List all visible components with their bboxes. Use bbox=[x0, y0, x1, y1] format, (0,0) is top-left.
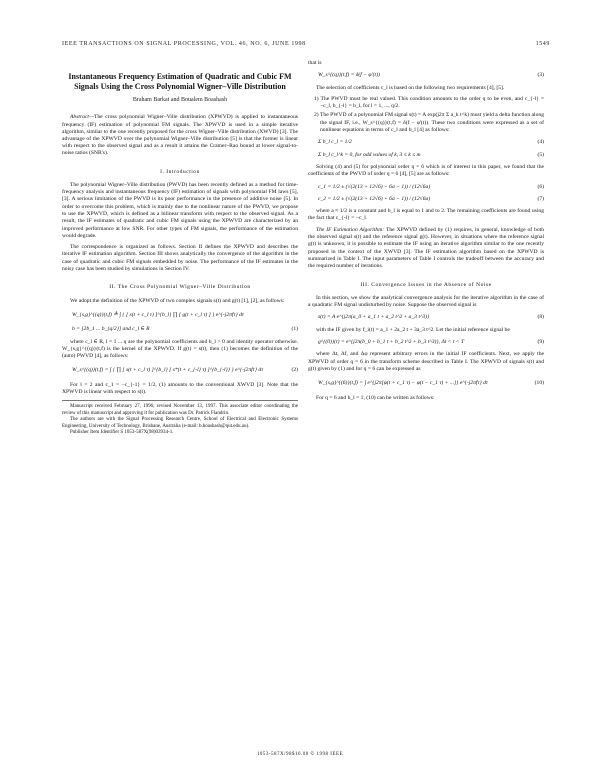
running-header bbox=[62, 41, 550, 47]
page-number: 1549 bbox=[535, 41, 550, 47]
abstract bbox=[62, 114, 298, 157]
equation-10 bbox=[308, 380, 544, 387]
section-heading-introduction: I. Introduction bbox=[160, 168, 200, 175]
equation-6 bbox=[308, 184, 544, 191]
copyright-footer: 1053-587X/98$10.00 © 1998 IEEE bbox=[256, 752, 344, 757]
equation-3-text: W_s^{(q)}(t,f) = δ(f − φ'(t)) bbox=[318, 72, 380, 79]
right-intro: that is bbox=[308, 60, 322, 66]
section-heading-convergence: III. Convergence Issues in the Absence of Noise bbox=[360, 281, 492, 288]
equation-8-number: (8) bbox=[537, 314, 544, 321]
equation-1-number: (1) bbox=[291, 326, 298, 333]
xpwvd-paragraph-1: We adopt the definition of the XPWVD of two complex signals s(t) and g(t) [1], [2], as follows: bbox=[70, 297, 285, 304]
equation-2-text: W_s^{(q)}(t,f) = ∫ { ∏ [ s(t + c_l τ) ]^{b_l} [ s*(t + c_{-l} τ) ]^{b_{-l}} } e^{-j2πfτ} dτ bbox=[72, 367, 264, 374]
xpwvd-paragraph-2: where c_l ∈ R, l = 1 ... q are the polynomial coefficients and b_l > 0 and identity operator otherwise. W_{s,g}^{(q)}(t,f) is the kernel of the XPWVD. If g(t) = s(t), then (1) becomes the definition of the (auto) PWVD [4], as follows: bbox=[62, 338, 298, 360]
abstract-label: Abstract— bbox=[70, 114, 94, 121]
equation-6-number: (6) bbox=[537, 183, 544, 190]
solving-paragraph: Solving (4) and (5) for polynomial order q = 6 which is of interest in this paper, we found that the coefficients of the PWVD of order q = 6 [4], [5] are as follows: bbox=[308, 163, 544, 178]
constant-paragraph: where a ≈ 1/2 is a constant and b_l is equal to 1 and to 2. The remaining coefficients are found using the fact that c_{-l} = −c_l. bbox=[308, 208, 544, 222]
equation-8 bbox=[308, 314, 544, 321]
convergence-paragraph-2: with the IF given by f_i(t) = a_1 + 2a_2 t + 3a_3 t^2. Let the initial reference signal be bbox=[316, 326, 510, 333]
equation-5-text: Σ b_l c_l^k = 0, for odd values of k, 3 ≤ k ≤ m bbox=[318, 151, 421, 158]
equation-8-text: s(t) = A e^{j2π(a_0 + a_1 t + a_2 t^2 + a_3 t^3)} bbox=[318, 314, 430, 321]
equation-7-number: (7) bbox=[537, 195, 544, 202]
journal-header: IEEE TRANSACTIONS ON SIGNAL PROCESSING, VOL. 46, NO. 6, JUNE 1998 bbox=[62, 41, 306, 47]
footnote-authors: The authors are with the Signal Processing Research Centre, School of Electrical and Electronic Systems Engineering, University of Technology, Brisbane, Australia (e-mail: b.boashash@qut.edu.au). bbox=[62, 417, 298, 429]
equation-7-text: c_2 = 1/2 ± (√(2(13 + 12√6) + 6a − 1)) / (12√6a) bbox=[318, 195, 431, 202]
footnotes bbox=[62, 400, 298, 436]
footnote-manuscript: Manuscript received February 27, 1996; revised November 13, 1997. This associate editor coordinating the review of this manuscript and approving it for publication was Dr. Patrick Flandrin. bbox=[62, 404, 298, 416]
equation-7 bbox=[308, 196, 544, 203]
equation-1-line-b: b = [2b_1 ... b_{q/2}] and c_l ∈ R bbox=[72, 326, 150, 333]
requirements-list bbox=[314, 96, 544, 134]
paper-authors: Braham Barkat and Boualem Boashash bbox=[132, 97, 228, 103]
equation-10-text: W_{s,g}^{(6)}(t,f) = ∫ e^{j2π[φ(t + c_1 τ) − φ(t − c_1 τ) + ...]} e^{-j2πfτ} dτ bbox=[318, 380, 488, 387]
right-column bbox=[308, 60, 544, 406]
intro-paragraph-1: The polynomial Wigner–Ville distribution (PWVD) has been recently defined as a method for time-frequency analysis and instantaneous frequency (IF) estimation of signals with polynomial FM laws [5], [3]. A serious limitation of the PWVD is its poor performance in the presence of additive noise [5]. In order to overcome this problem, which is mainly due to the nonlinear nature of the PWVD, we propose to use the XPWVD, which is defined as a bilinear transform with respect to the observed signal. As a result, the IF estimates of quadratic and cubic FM signals using the XPWVD are characterized by an improved performance at low SNR. For other types of FM signals, the performance of the estimation would degrade. bbox=[62, 181, 298, 239]
equation-1-b bbox=[62, 326, 298, 333]
convergence-paragraph-3: where Δt, Δf, and Δφ represent arbitrary errors in the initial IF coefficients. Next, we apply the XPWVD of order q = 6 in the transform scheme described in Table I. The XPWVD of signals s(t) and g(t) given by (1) and for q = 6 can be expressed as bbox=[308, 351, 544, 372]
equation-2-number: (2) bbox=[291, 367, 298, 374]
algorithm-paragraph bbox=[308, 227, 544, 271]
equation-3 bbox=[308, 72, 544, 79]
left-column bbox=[62, 60, 298, 436]
equation-5 bbox=[308, 152, 544, 159]
algorithm-text: The XPWVD defined by (1) requires, in general, knowledge of both the observed signal s(t) and the reference signal g(t). However, in situations where the reference signal g(t) is unknown, it is possible to estimate the IF using an iterative algorithm similar to the one recently proposed in the context of the XWVD [3]. The IF estimation algorithm based on the XPWVD is summarized in Table I. The input parameters of Table I controls the tradeoff between the accuracy and the required number of iterations. bbox=[308, 226, 544, 270]
equation-5-number: (5) bbox=[537, 151, 544, 158]
convergence-paragraph-4: For q = 6 and b_l = 1, (10) can be written as follows: bbox=[316, 394, 435, 401]
equation-10-number: (10) bbox=[534, 380, 544, 387]
equation-9 bbox=[308, 339, 544, 346]
equation-9-text: g^{(0)}(t) = e^{j2π(b_0 + b_1 t + b_2 t^2 + b_3 t^3)}, Δt < t < T bbox=[318, 339, 465, 346]
algorithm-subheading: The IF Estimation Algorithm: bbox=[316, 226, 385, 233]
equation-4-text: Σ b_l c_l = 1/2 bbox=[318, 139, 352, 146]
equation-1 bbox=[62, 312, 298, 319]
paper-title: Instantaneous Frequency Estimation of Quadratic and Cubic FM Signals Using the Cross Polynomial Wigner–Ville Distribution bbox=[68, 72, 292, 91]
equation-6-text: c_1 = 1/2 ± (√(2(13 + 12√6) − 6a − 1)) / (12√6a) bbox=[318, 183, 431, 190]
intro-paragraph-2: The correspondence is organized as follows. Section II defines the XPWVD and describes the iterative IF estimation algorithm. Section III shows analytically the convergence of the algorithm in the case of quadratic and cubic FM signals embedded by noise. The performance of the IF estimates in the noisy case has been studied by simulations in Section IV. bbox=[62, 244, 298, 273]
section-heading-xpwvd: II. The Cross Polynomial Wigner–Ville Distribution bbox=[109, 284, 251, 291]
abstract-text: The cross polynomial Wigner–Ville distribution (XPWVD) is applied to instantaneous frequency (IF) estimation of polynomial FM signals. The XPWVD is used in a simple iterative algorithm, similar to the one recently proposed for the cross Wigner–Ville distribution (XWVD) [3]. The advantage of the XPWVD over the polynomial Wigner–Ville distribution [5] is that the former is linear with respect to the observed signal and as a result it attains the Cramer–Rao bound at lower signal-to-noise ratios (SNR's). bbox=[62, 114, 298, 157]
requirement-item-1: 1) The PWVD must be real valued. This condition amounts to the order q to be even, and c_{-l} = −c_l, b_{-l} = b_l, for l = 1, ..., q/2. bbox=[314, 95, 544, 110]
equation-2 bbox=[62, 367, 298, 374]
xpwvd-paragraph-3: For l = 2 and c_1 = −c_{-1} = 1/2, (1) amounts to the conventional XWVD [3]. Note that the XPWVD is linear with respect to s(t). bbox=[62, 381, 298, 396]
footnote-identifier: Publisher Item Identifier S 1053-587X(98)03934-1. bbox=[70, 429, 174, 435]
requirement-item-2: 2) The PWVD of a polynomial FM signal s(t) = A exp(j2π Σ a_k t^k) must yield a delta function along the signal IF, i.e., W_s^{(q)}(t,f) = δ(f − φ'(t)). These two conditions were expressed as a set of nonlinear equations in terms of c_l and b_l [4] as follows: bbox=[314, 112, 544, 134]
coefficient-paragraph: The selection of coefficients c_l is based on the following two requirements [4], [5]. bbox=[316, 84, 505, 91]
equation-9-number: (9) bbox=[537, 339, 544, 346]
equation-4-number: (4) bbox=[537, 139, 544, 146]
equation-1-line-a: W_{s,g}^{(q)}(t,f) ≜ ∫ { [ s(t + c_l τ) ]^{b_l} ∏ [ g(t + c_l τ) ] } e^{-j2πfτ} dτ bbox=[72, 311, 244, 318]
equation-3-number: (3) bbox=[537, 72, 544, 79]
equation-4 bbox=[308, 139, 544, 146]
convergence-paragraph-1: In this section, we show the analytical convergence analysis for the iterative algorithm in the case of a quadratic FM signal undisturbed by noise. Suppose the observed signal is bbox=[308, 294, 544, 309]
